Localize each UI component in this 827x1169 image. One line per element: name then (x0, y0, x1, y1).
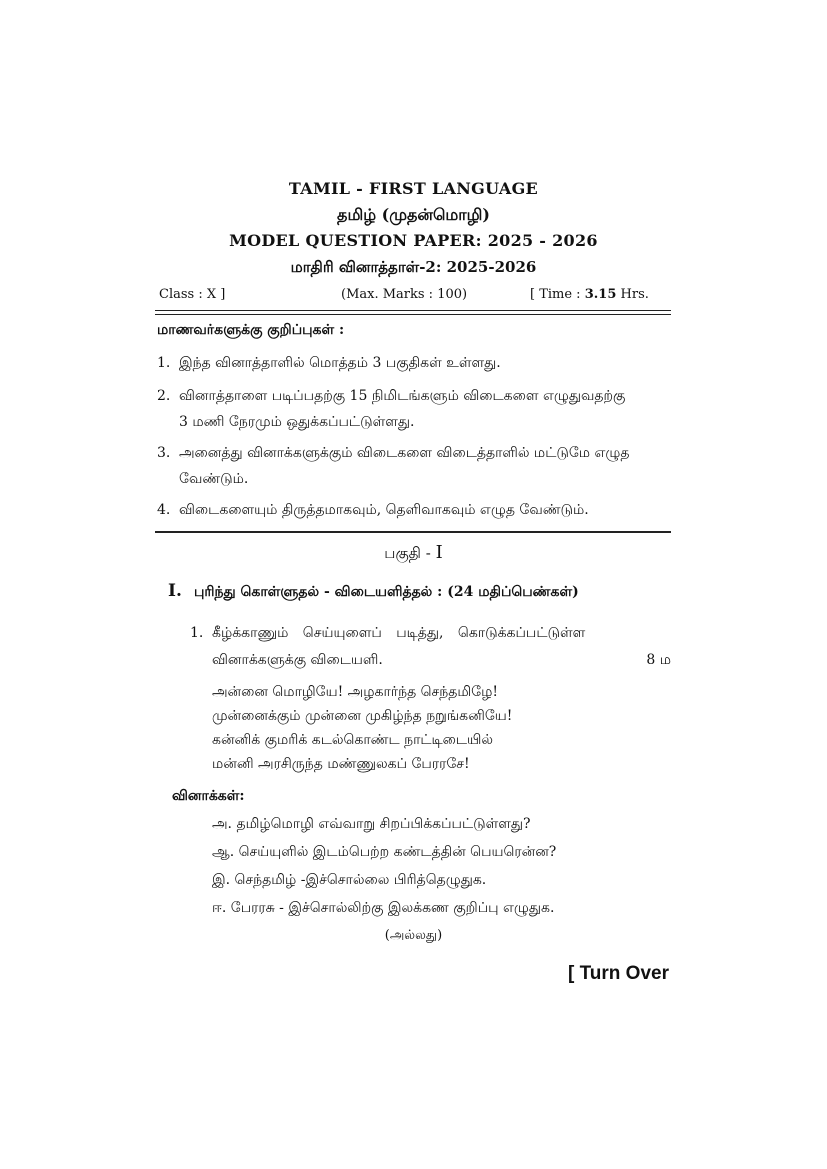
instruction-number: 1. (157, 355, 171, 371)
sub-question: ஈ. பேரரசு - இச்சொல்லிற்கு இலக்கண குறிப்பு எழுதுக. (212, 900, 555, 916)
time-label (530, 287, 649, 302)
instruction-text: அனைத்து வினாக்களுக்கும் விடைகளை விடைத்தாளில் மட்டுமே எழுத (179, 445, 630, 461)
question-text-continued: வினாக்களுக்கு விடையளி. (212, 652, 383, 668)
question-text: கீழ்க்காணும் செய்யுளைப் படித்து, கொடுக்கப்பட்டுள்ள (212, 625, 586, 641)
instruction-text: வினாத்தாளை படிப்பதற்கு 15 நிமிடங்களும் விடைகளை எழுதுவதற்கு (179, 388, 626, 404)
instructions-divider (155, 531, 671, 533)
instruction-item (157, 440, 671, 492)
instruction-number: 3. (157, 445, 171, 461)
paper-title-tamil: மாதிரி வினாத்தாள்-2: 2025-2026 (290, 258, 537, 276)
part-roman: I (435, 542, 443, 563)
question-number: 1. (190, 625, 204, 641)
section-title: புரிந்து கொள்ளுதல் - விடையளித்தல் : (24 மதிப்பெண்கள்) (194, 584, 579, 600)
max-marks-label: (Max. Marks : 100) (341, 287, 468, 302)
paper-title-english: MODEL QUESTION PAPER: 2025 - 2026 (229, 231, 598, 250)
instruction-item (157, 383, 671, 435)
poem-line: அன்னை மொழியே! அழகார்ந்த செந்தமிழே! (212, 684, 499, 700)
instruction-text-continued: 3 மணி நேரமும் ஒதுக்கப்பட்டுள்ளது. (179, 414, 415, 430)
questions-heading: வினாக்கள்: (172, 788, 245, 804)
sub-question: இ. செந்தமிழ் -இச்சொல்லை பிரித்தெழுதுக. (212, 872, 487, 888)
instruction-number: 4. (157, 502, 171, 518)
section-heading (168, 581, 579, 602)
poem-line: முன்னைக்கும் முன்னை முகிழ்ந்த நறுங்கனியே! (212, 708, 513, 724)
header-divider-top (155, 310, 671, 311)
part-heading (0, 542, 827, 564)
sub-question: ஆ. செய்யுளில் இடம்பெற்ற கண்டத்தின் பெயரென்ன? (212, 844, 557, 860)
poem-line: கன்னிக் குமரிக் கடல்கொண்ட நாட்டிடையில் (212, 732, 494, 748)
instruction-text-continued: வேண்டும். (179, 471, 249, 487)
instruction-number: 2. (157, 388, 171, 404)
sub-question: அ. தமிழ்மொழி எவ்வாறு சிறப்பிக்கப்பட்டுள்ளது? (212, 816, 531, 832)
turn-over-label: [ Turn Over (568, 963, 669, 984)
header-divider-bottom (155, 314, 671, 315)
instruction-item (157, 350, 671, 376)
poem-line: மன்னி அரசிருந்த மண்ணுலகப் பேரரசே! (212, 756, 470, 772)
part-label: பகுதி - (384, 544, 431, 562)
time-suffix: Hrs. (620, 287, 649, 302)
instruction-item (157, 497, 671, 523)
title-tamil: தமிழ் (முதன்மொழி) (337, 205, 490, 224)
time-prefix: [ Time : (530, 287, 581, 302)
instructions-heading: மாணவர்களுக்கு குறிப்புகள் : (157, 322, 345, 338)
question-1 (190, 620, 671, 674)
title-english: TAMIL - FIRST LANGUAGE (288, 179, 539, 198)
or-divider-text: (அல்லது) (384, 928, 443, 943)
poem-block (212, 680, 512, 776)
question-marks: 8 ம (646, 652, 671, 668)
instruction-text: விடைகளையும் திருத்தமாகவும், தெளிவாகவும் எழுத வேண்டும். (179, 502, 589, 518)
class-label: Class : X ] (159, 287, 226, 302)
section-roman: I. (168, 581, 182, 601)
instruction-text: இந்த வினாத்தாளில் மொத்தம் 3 பகுதிகள் உள்ளது. (179, 355, 501, 371)
time-value: 3.15 (584, 287, 617, 302)
